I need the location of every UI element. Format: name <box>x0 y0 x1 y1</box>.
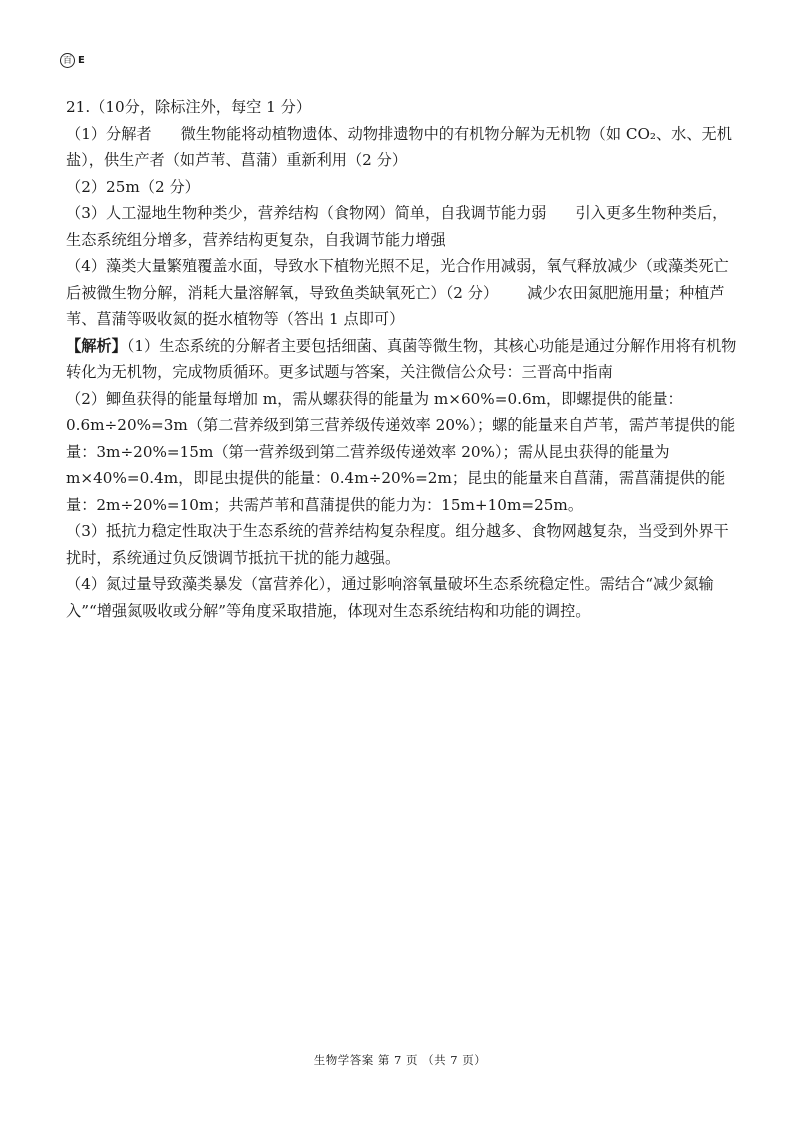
analysis-4: （4）氮过量导致藻类暴发（富营养化），通过影响溶氧量破坏生态系统稳定性。需结合“减少氮输入”“增强氮吸收或分解”等角度采取措施，体现对生态系统结构和功能的调控。 <box>66 575 714 620</box>
analysis-label: 【解析】 <box>66 336 127 355</box>
analysis-3: （3）抵抗力稳定性取决于生态系统的营养结构复杂程度。组分越多、食物网越复杂，当受到外界干扰时，系统通过负反馈调节抵抗干扰的能力越强。 <box>66 522 729 567</box>
logo-circle-icon: 百 <box>60 53 75 68</box>
logo-letter: E <box>78 55 85 66</box>
answer-4: （4）藻类大量繁殖覆盖水面，导致水下植物光照不足，光合作用减弱，氧气释放减少（或藻类死亡后被微生物分解，消耗大量溶解氧，导致鱼类缺氧死亡）（2 分） 减少农田氮肥施用量；种植芦苇、菖蒲等吸收氮的挺水植物等（答出 1 点即可） <box>66 257 729 328</box>
question-title: 21.（10分，除标注外，每空 1 分） <box>66 98 312 116</box>
answer-2: （2）25m（2 分） <box>66 177 200 196</box>
answer-content <box>66 94 742 624</box>
publisher-logo <box>60 53 85 68</box>
analysis-1: 【解析】（1）生态系统的分解者主要包括细菌、真菌等微生物，其核心功能是通过分解作用将有机物转化为无机物，完成物质循环。更多试题与答案，关注微信公众号：三晋高中指南 <box>66 336 737 381</box>
answer-3: （3）人工湿地生物种类少，营养结构（食物网）简单，自我调节能力弱 引入更多生物种类后，生态系统组分增多，营养结构更复杂，自我调节能力增强 <box>66 204 728 249</box>
page-footer: 生物学答案 第 7 页 （共 7 页） <box>313 1053 487 1067</box>
analysis-2: （2）鲫鱼获得的能量每增加 m，需从螺获得的能量为 m×60%=0.6m，即螺提供的能量：0.6m÷20%=3m（第二营养级到第三营养级传递效率 20%）；螺的能量来自芦苇，需芦苇提供的能量：3m÷20%=15m（第一营养级到第二营养级传递效率 20%）；需从昆虫获得的能量为 m×40%=0.4m，即昆虫提供的能量：0.4m÷20%=2m；昆虫的能量来自菖蒲，需菖蒲提供的能量：2m÷20%=10m；共需芦苇和菖蒲提供的能力为：15m+10m=25m。 <box>66 389 736 514</box>
answer-1: （1）分解者 微生物能将动植物遗体、动物排遗物中的有机物分解为无机物（如 CO₂、水、无机盐），供生产者（如芦苇、菖蒲）重新利用（2 分） <box>66 124 732 169</box>
